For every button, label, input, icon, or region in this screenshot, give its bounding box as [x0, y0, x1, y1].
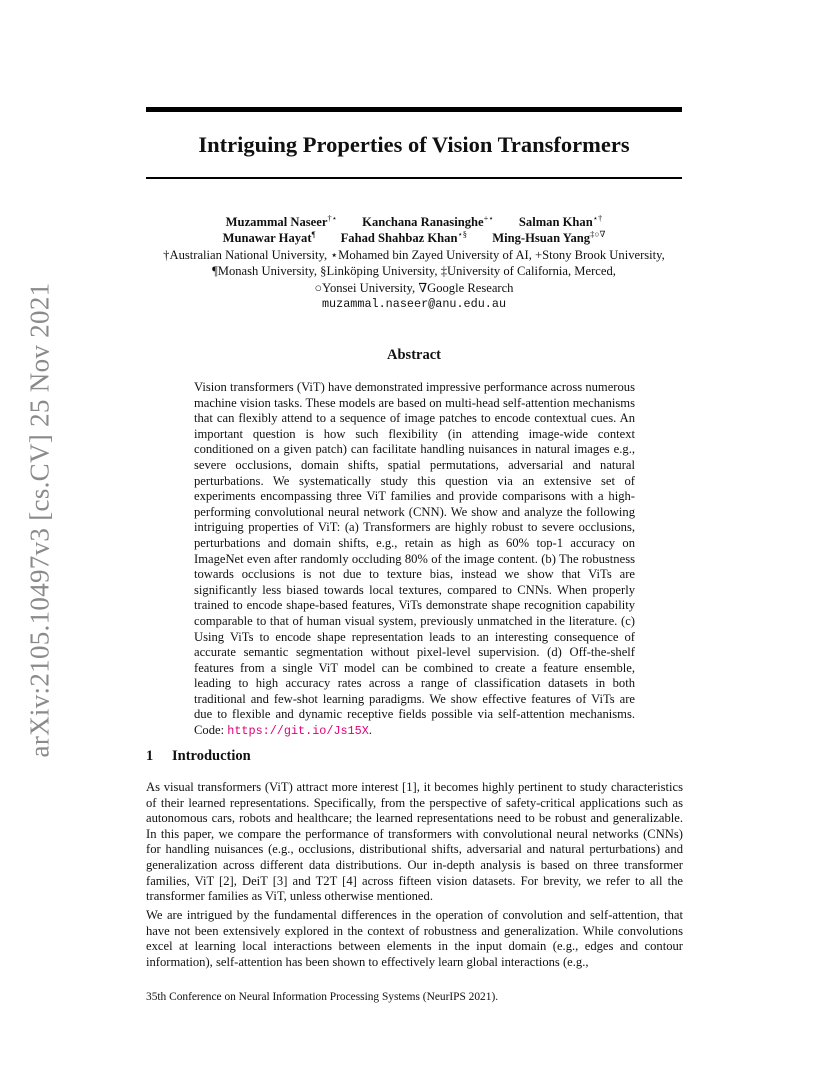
- abstract-heading: Abstract: [387, 347, 441, 363]
- author-name: Muzammal Naseer: [225, 215, 328, 229]
- conference-footnote: 35th Conference on Neural Information Processing Systems (NeurIPS 2021).: [146, 991, 499, 1003]
- author-name: Kanchana Ranasinghe: [362, 215, 484, 229]
- author-block: [130, 214, 698, 312]
- title-rule-bottom: [146, 177, 682, 179]
- author-email[interactable]: muzammal.naseer@anu.edu.au: [321, 297, 507, 312]
- paper-title: Intriguing Properties of Vision Transformers: [198, 132, 630, 157]
- author-marks: ‡○∇: [590, 229, 606, 240]
- author-name: Ming-Hsuan Yang: [492, 231, 591, 246]
- author-name: Fahad Shahbaz Khan: [340, 231, 458, 246]
- affiliation-line: ○Yonsei University, ∇Google Research: [314, 280, 514, 295]
- intro-paragraph-2: We are intrigued by the fundamental differences in the operation of convolution and self-attention, that have not been extensively explored in the context of robustness and generalization. While convolutions excel at learning local interactions between elements in the input domain (e.g., edges and contour information), self-attention has been shown to effectively learn global interactions (e.g.,: [146, 908, 683, 969]
- author-marks: ⋆†: [592, 213, 603, 223]
- author-line-1: [130, 214, 698, 230]
- section-heading-introduction: [146, 748, 251, 765]
- code-link[interactable]: https://git.io/Js15X: [227, 724, 369, 739]
- title-rule-top: [146, 107, 682, 112]
- affiliation-line: †Australian National University, ⋆Mohamed bin Zayed University of AI, +Stony Brook University,: [163, 247, 665, 262]
- intro-paragraph-1: As visual transformers (ViT) attract more interest [1], it becomes highly pertinent to study characteristics of their learned representations. Specifically, from the perspective of safety-critical applications such as autonomous cars, robots and healthcare; the learned representations need to be robust and generalizable. In this paper, we compare the performance of transformers with convolutional neural networks (CNNs) for handling nuisances (e.g., occlusions, distributional shifts, adversarial and natural perturbations) and generalization across different data distributions. Our in-depth analysis is based on three transformer families, ViT [2], DeiT [3] and T2T [4] across fifteen vision datasets. For brevity, we refer to all the transformer families as ViT, unless otherwise mentioned.: [146, 780, 683, 904]
- author-marks: ⋆§: [457, 229, 468, 240]
- section-number: 1: [146, 748, 154, 764]
- author-line-2: [130, 230, 698, 246]
- abstract-text: Vision transformers (ViT) have demonstrated impressive performance across numerous machine vision tasks. These models are based on multi-head self-attention mechanisms that can flexibly attend to a sequence of image patches to encode contextual cues. An important question is how such flexibility (in attending image-wide context conditioned on a given patch) can facilitate handling nuisances in natural images e.g., severe occlusions, domain shifts, spatial permutations, adversarial and natural perturbations. We systematically study this question via an extensive set of experiments encompassing three ViT families and provide comparisons with a high-performing convolutional neural network (CNN). We show and analyze the following intriguing properties of ViT: (a) Transformers are highly robust to severe occlusions, perturbations and domain shifts, e.g., retain as high as 60% top-1 accuracy on ImageNet even after randomly occluding 80% of the image content. (b) The robustness towards occlusions is not due to texture bias, instead we show that ViTs are significantly less biased towards local textures, compared to CNNs. When properly trained to encode shape-based features, ViTs demonstrate shape recognition capability comparable to that of human visual system, previously unmatched in the literature. (c) Using ViTs to encode shape representation leads to an interesting consequence of accurate semantic segmentation without pixel-level supervision. (d) Off-the-shelf features from a single ViT model can be combined to create a feature ensemble, leading to high accuracy rates across a range of classification datasets in both traditional and few-shot learning paradigms. We show effective features of ViTs are due to flexible and dynamic receptive fields possible via self-attention mechanisms. Code:: [194, 380, 635, 738]
- abstract-body: [194, 380, 635, 740]
- author-name: Salman Khan: [518, 215, 593, 229]
- author-marks: ¶: [311, 229, 316, 240]
- affiliation-line: ¶Monash University, §Linköping University, ‡University of California, Merced,: [212, 264, 616, 279]
- section-title: Introduction: [172, 748, 251, 764]
- author-marks: †⋆: [327, 213, 338, 223]
- author-name: Munawar Hayat: [222, 231, 312, 246]
- author-marks: +⋆: [483, 213, 494, 223]
- abstract-end: .: [368, 723, 372, 738]
- arxiv-identifier: arXiv:2105.10497v3 [cs.CV] 25 Nov 2021: [24, 282, 55, 758]
